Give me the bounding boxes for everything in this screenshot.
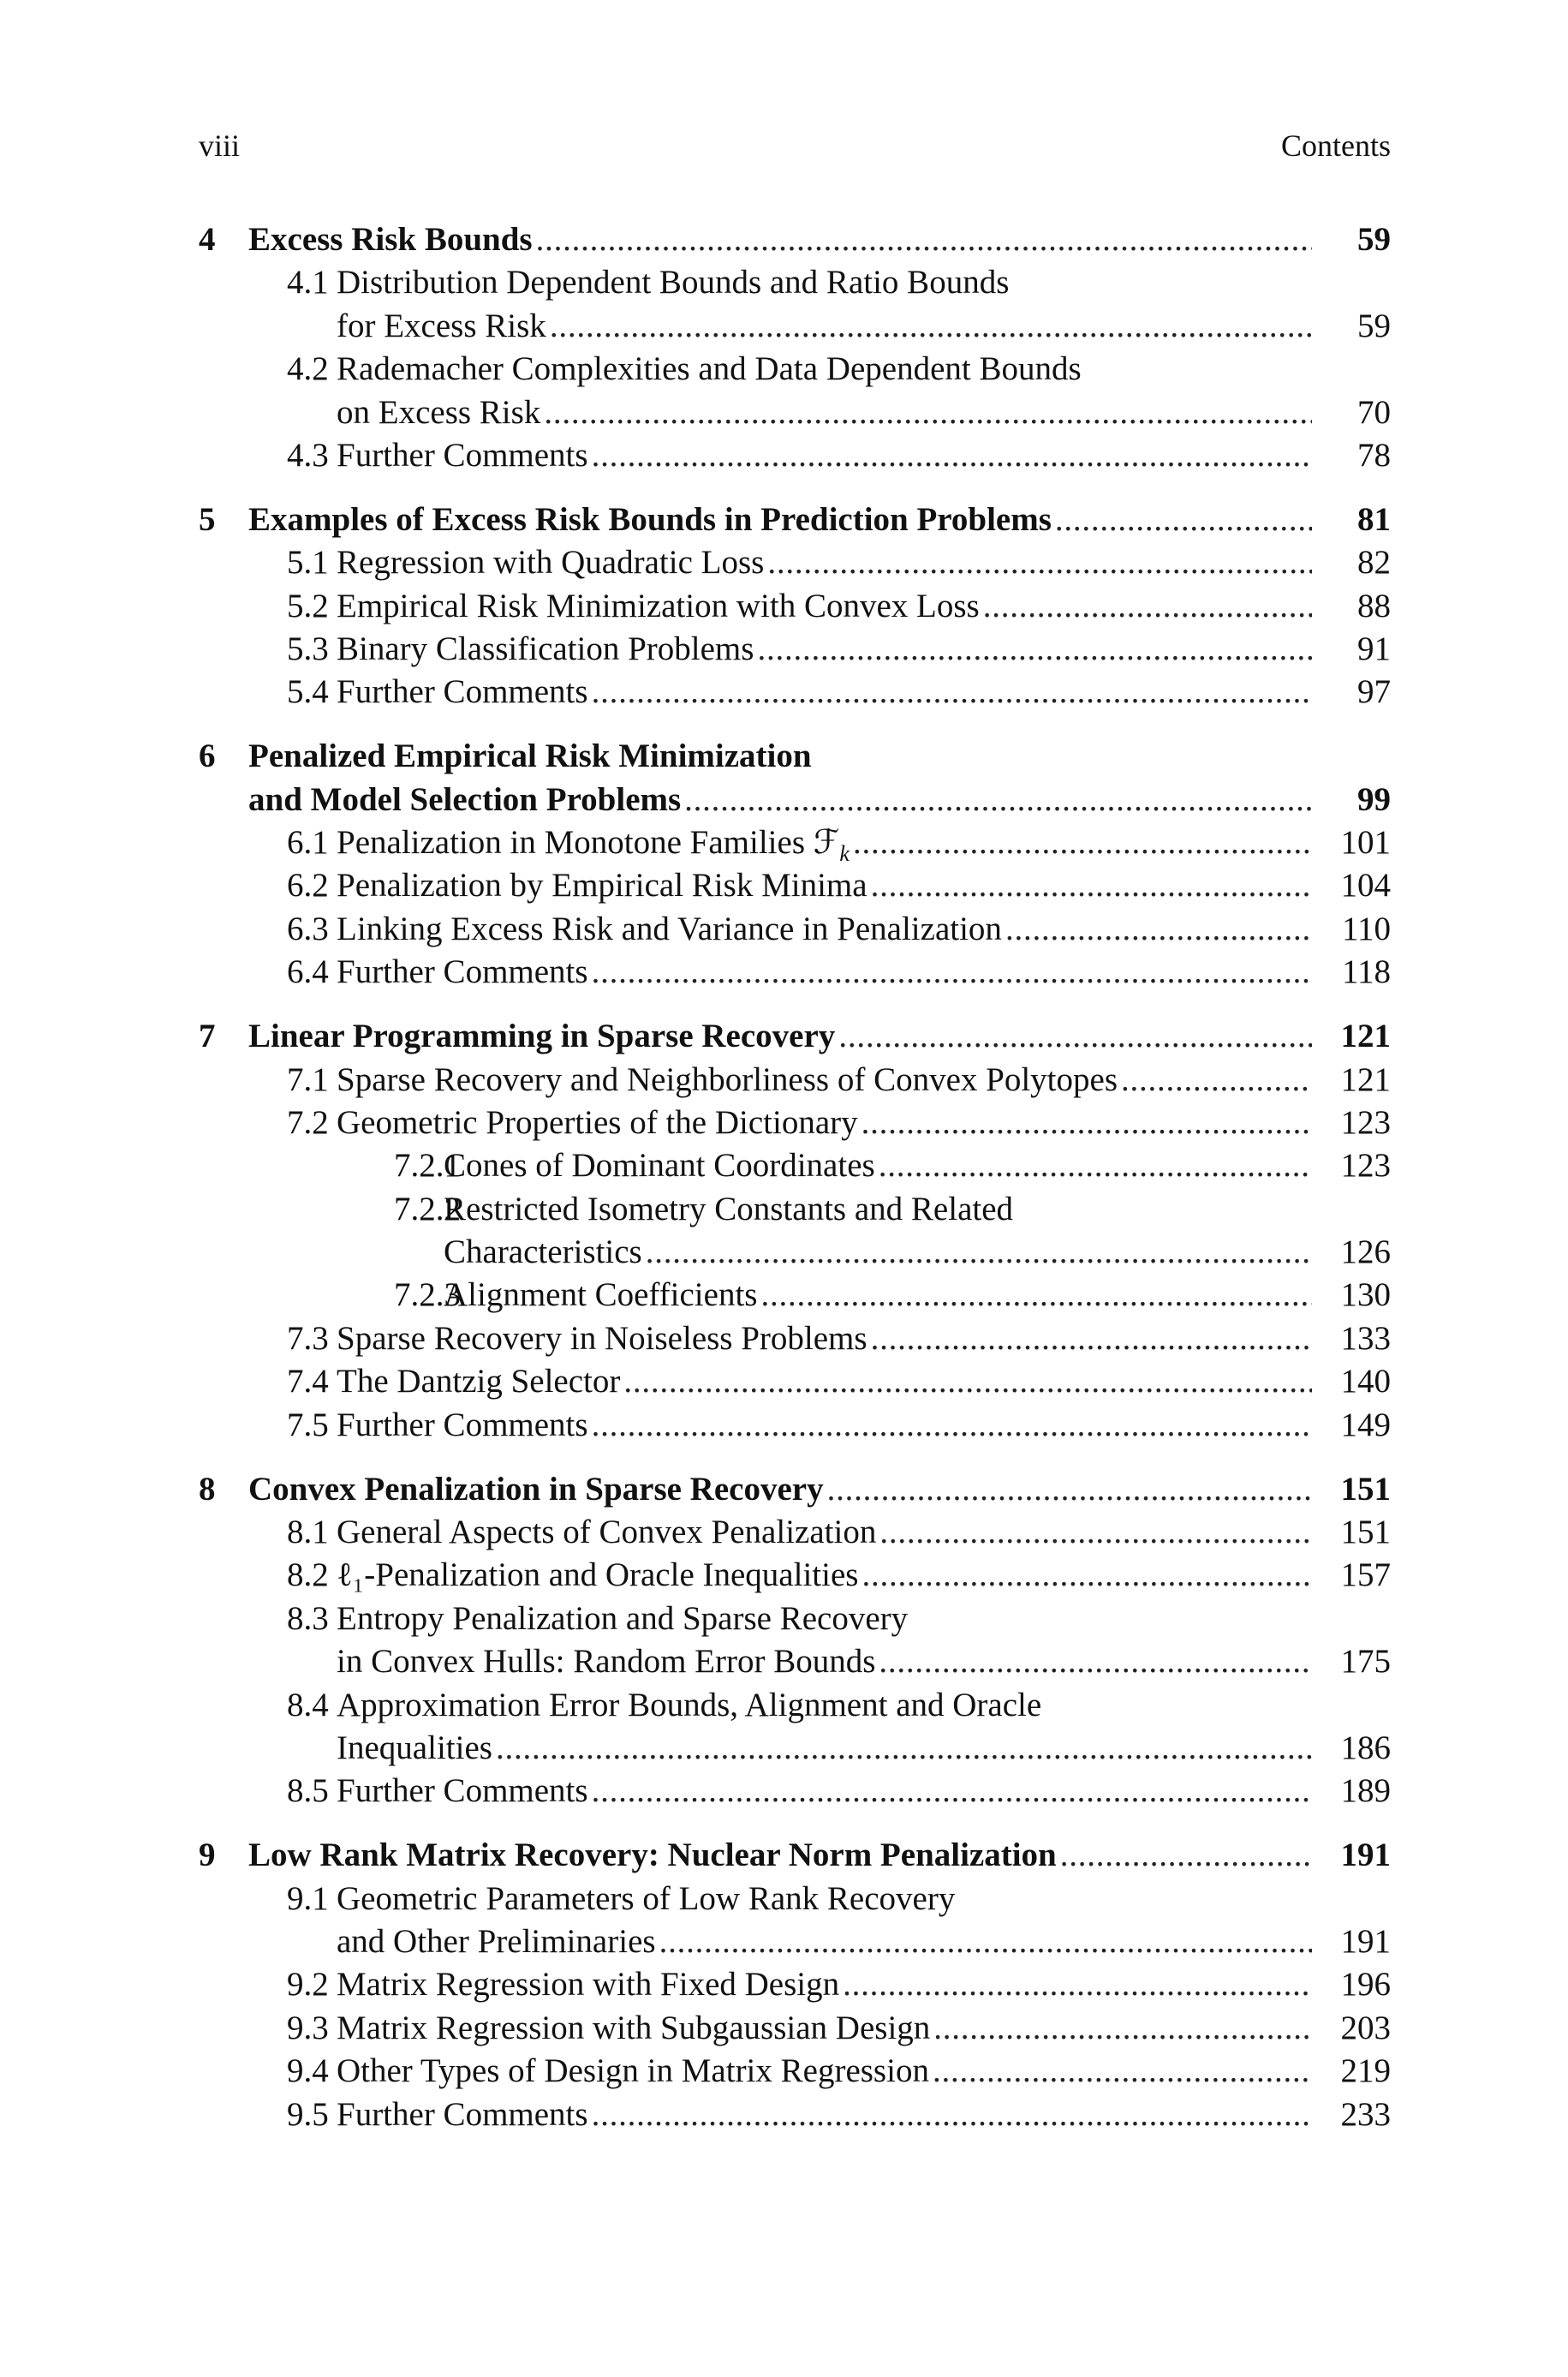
toc-section-row — [199, 671, 1391, 714]
toc-entry-number: 6.2 — [287, 867, 329, 905]
toc-section-row — [199, 821, 1391, 864]
toc-entry-title: Further Comments — [337, 1772, 588, 1810]
toc-entry-title: Geometric Parameters of Low Rank Recovery — [337, 1879, 956, 1917]
toc-entry-title: Inequalities — [337, 1729, 492, 1766]
toc-entry-number: 9.4 — [287, 2052, 329, 2090]
toc-page-number: 130 — [1340, 1276, 1391, 1314]
toc-page-number: 175 — [1340, 1643, 1391, 1681]
toc-section-row — [199, 628, 1391, 671]
toc-entry-title-subscript: k — [839, 840, 850, 866]
toc-subsection-row — [199, 1144, 1391, 1187]
toc-entry-title: Rademacher Complexities and Data Dependent Bounds — [337, 350, 1082, 388]
toc-entry-number: 8.2 — [287, 1556, 329, 1594]
toc-entry-title: General Aspects of Convex Penalization — [337, 1513, 877, 1550]
dot-leader — [983, 585, 1312, 628]
toc-page-number: 126 — [1340, 1233, 1391, 1271]
dot-leader — [684, 779, 1312, 821]
toc-entry-title: Further Comments — [337, 436, 588, 474]
toc-page-number: 118 — [1341, 953, 1391, 991]
toc-entry-number: 5 — [199, 500, 216, 538]
toc-chapter-row — [199, 779, 1391, 821]
toc-entry-number: 5.3 — [287, 630, 329, 668]
toc-entry-number: 7.3 — [287, 1319, 329, 1357]
toc-entry-number: 9.1 — [287, 1879, 329, 1917]
dot-leader — [544, 391, 1312, 434]
dot-leader — [592, 951, 1312, 994]
toc-entry-number: 9.3 — [287, 2009, 329, 2046]
toc-page-number: 151 — [1340, 1513, 1391, 1550]
toc-entry-title: Penalization by Empirical Risk Minima — [337, 867, 867, 905]
toc-page-number: 133 — [1340, 1319, 1391, 1357]
toc-entry-number: 4.3 — [287, 436, 329, 474]
dot-leader — [659, 1920, 1312, 1963]
toc-entry-title: Further Comments — [337, 1406, 588, 1443]
dot-leader — [1055, 499, 1312, 541]
toc-entry-number: 5.1 — [287, 544, 329, 582]
toc-subsection-row — [199, 1231, 1391, 1274]
toc-section-row — [199, 1404, 1391, 1447]
dot-leader — [623, 1360, 1312, 1403]
toc-entry-number: 9.5 — [287, 2095, 329, 2133]
dot-leader — [871, 1317, 1312, 1360]
toc-page-number: 149 — [1340, 1406, 1391, 1443]
toc-entry-number: 7.1 — [287, 1060, 329, 1098]
dot-leader — [757, 628, 1312, 671]
toc-section-row — [199, 541, 1391, 584]
dot-leader — [646, 1231, 1312, 1274]
dot-leader — [871, 864, 1312, 907]
toc-page-number: 104 — [1340, 867, 1391, 905]
toc-page-number: 157 — [1340, 1556, 1391, 1594]
toc-entry-title: Excess Risk Bounds — [248, 221, 533, 258]
toc-section-row — [199, 2007, 1391, 2050]
toc-entry-number: 5.2 — [287, 587, 329, 624]
toc-entry-number: 4.1 — [287, 264, 329, 302]
dot-leader — [592, 671, 1312, 714]
toc-entry-number: 7.2 — [287, 1103, 329, 1141]
toc-page-number: 203 — [1340, 2009, 1391, 2046]
dot-leader — [933, 2007, 1312, 2050]
toc-page-number: 110 — [1341, 910, 1391, 947]
toc-entry-title: and Model Selection Problems — [248, 780, 682, 818]
toc-page-number: 151 — [1340, 1470, 1391, 1508]
toc-entry-title: Further Comments — [337, 953, 588, 991]
toc-entry-number: 7.4 — [287, 1363, 329, 1401]
toc-page-number: 121 — [1340, 1060, 1391, 1098]
toc-page-number: 121 — [1340, 1018, 1391, 1055]
toc-entry-number: 8 — [199, 1470, 216, 1508]
toc-page-number: 233 — [1340, 2095, 1391, 2133]
toc-chapter-row — [199, 218, 1391, 261]
dot-leader — [760, 1274, 1312, 1317]
toc-section-row — [199, 1511, 1391, 1554]
toc-chapter-row — [199, 1834, 1391, 1877]
toc-page-number: 59 — [1357, 221, 1391, 258]
toc-section-row — [199, 1317, 1391, 1360]
toc-section-row — [199, 434, 1391, 477]
toc-entry-number: 7.2.1 — [394, 1147, 461, 1185]
toc-page-number: 59 — [1357, 307, 1391, 344]
toc-page-number: 88 — [1357, 587, 1391, 624]
toc-entry-number: 7.2.3 — [394, 1276, 461, 1314]
toc-entry-title: Further Comments — [337, 673, 588, 711]
dot-leader — [933, 2050, 1312, 2093]
toc-section-row — [199, 1102, 1391, 1144]
toc-entry-number: 5.4 — [287, 673, 329, 711]
toc-section-row — [199, 1554, 1391, 1597]
toc-section-row — [199, 1059, 1391, 1102]
toc-entry-title: Matrix Regression with Subgaussian Design — [337, 2009, 931, 2046]
dot-leader — [838, 1015, 1312, 1058]
toc-entry-title: Other Types of Design in Matrix Regression — [337, 2052, 929, 2090]
toc-section-row — [199, 1640, 1391, 1683]
toc-entry-number: 7.2.2 — [394, 1190, 461, 1227]
toc-entry-title: Characteristics — [444, 1233, 642, 1271]
toc-entry-number: 9 — [199, 1837, 216, 1874]
dot-leader — [879, 1511, 1312, 1554]
toc-entry-title: Restricted Isometry Constants and Related — [444, 1190, 1014, 1227]
toc-section-row — [199, 305, 1391, 348]
toc-subsection-row — [199, 1274, 1391, 1317]
toc-section-row — [199, 391, 1391, 434]
toc-chapter-row — [199, 1468, 1391, 1511]
toc-section-row — [199, 585, 1391, 628]
dot-leader — [862, 1102, 1312, 1144]
toc-entry-title: Distribution Dependent Bounds and Ratio Bounds — [337, 264, 1010, 302]
toc-chapter-row — [199, 735, 1391, 778]
toc-page-number: 219 — [1340, 2052, 1391, 2090]
toc-entry-title: Cones of Dominant Coordinates — [444, 1147, 875, 1185]
dot-leader — [550, 305, 1312, 348]
toc-section-row — [199, 1878, 1391, 1920]
toc-entry-title: on Excess Risk — [337, 393, 541, 431]
toc-entry-number: 6.3 — [287, 910, 329, 947]
dot-leader — [496, 1727, 1312, 1770]
dot-leader — [827, 1468, 1312, 1511]
toc-entry-title: Sparse Recovery and Neighborliness of Convex Polytopes — [337, 1060, 1118, 1098]
toc-section-row — [199, 1727, 1391, 1770]
toc-section-row — [199, 908, 1391, 951]
toc-entry-number: 4 — [199, 221, 216, 258]
toc-entry-title: Penalization in Monotone Families ℱ — [337, 824, 840, 862]
toc-page-number: 191 — [1340, 1837, 1391, 1874]
dot-leader — [843, 1963, 1312, 2006]
toc-entry-title: The Dantzig Selector — [337, 1363, 621, 1401]
toc-section-row — [199, 348, 1391, 391]
toc-entry-title: Regression with Quadratic Loss — [337, 544, 765, 582]
toc-entry-title: for Excess Risk — [337, 307, 546, 344]
toc-page-number: 91 — [1357, 630, 1391, 668]
toc-entry-title: Low Rank Matrix Recovery: Nuclear Norm Penalization — [248, 1837, 1057, 1874]
toc-section-row — [199, 1920, 1391, 1963]
toc-entry-title: Matrix Regression with Fixed Design — [337, 1966, 840, 2004]
toc-entry-title: Entropy Penalization and Sparse Recovery — [337, 1599, 909, 1637]
dot-leader — [592, 2093, 1312, 2136]
dot-leader — [1060, 1834, 1312, 1877]
toc-entry-number: 9.2 — [287, 1966, 329, 2004]
toc-page-number: 191 — [1340, 1922, 1391, 1960]
toc-entry-title: Linear Programming in Sparse Recovery — [248, 1018, 836, 1055]
dot-leader — [592, 434, 1312, 477]
toc-section-row — [199, 2093, 1391, 2136]
toc-entry-title: Binary Classification Problems — [337, 630, 754, 668]
toc-section-row — [199, 1360, 1391, 1403]
toc-entry-title: Geometric Properties of the Dictionary — [337, 1103, 858, 1141]
toc-page-number: 186 — [1340, 1729, 1391, 1766]
dot-leader — [1121, 1059, 1312, 1102]
toc-entry-title: Convex Penalization in Sparse Recovery — [248, 1470, 824, 1508]
toc-page-number: 78 — [1357, 436, 1391, 474]
page-number: viii — [199, 128, 241, 163]
toc-entry-title: Linking Excess Risk and Variance in Penalization — [337, 910, 1002, 947]
toc-page-number: 97 — [1357, 673, 1391, 711]
toc-section-row — [199, 2050, 1391, 2093]
dot-leader — [1005, 908, 1312, 951]
toc-subsection-row — [199, 1188, 1391, 1231]
toc-page-number: 123 — [1340, 1147, 1391, 1185]
toc-page-number: 196 — [1340, 1966, 1391, 2004]
toc-entry-title: Alignment Coefficients — [444, 1276, 758, 1314]
toc-chapter-row — [199, 1015, 1391, 1058]
table-of-contents — [199, 218, 1391, 2136]
toc-entry-number: 8.3 — [287, 1599, 329, 1637]
dot-leader — [879, 1640, 1312, 1683]
toc-entry-number: 6 — [199, 738, 216, 775]
toc-entry-title: and Other Preliminaries — [337, 1922, 656, 1960]
toc-entry-title: ℓ₁-Penalization and Oracle Inequalities — [337, 1556, 859, 1594]
toc-entry-number: 6.4 — [287, 953, 329, 991]
toc-entry-number: 6.1 — [287, 824, 329, 862]
dot-leader — [592, 1770, 1312, 1813]
toc-chapter-row — [199, 499, 1391, 541]
toc-section-row — [199, 1598, 1391, 1640]
toc-entry-number: 8.5 — [287, 1772, 329, 1810]
toc-page-number: 99 — [1357, 780, 1391, 818]
toc-section-row — [199, 1684, 1391, 1727]
toc-entry-number: 7.5 — [287, 1406, 329, 1443]
toc-entry-title: Examples of Excess Risk Bounds in Prediction Problems — [248, 500, 1052, 538]
toc-entry-title: Empirical Risk Minimization with Convex Loss — [337, 587, 980, 624]
toc-page-number: 101 — [1340, 824, 1391, 862]
toc-page-number: 123 — [1340, 1103, 1391, 1141]
toc-page-number: 70 — [1357, 393, 1391, 431]
toc-entry-number: 7 — [199, 1018, 216, 1055]
toc-section-row — [199, 864, 1391, 907]
toc-entry-number: 8.1 — [287, 1513, 329, 1550]
toc-entry-number: 8.4 — [287, 1686, 329, 1723]
running-title: Contents — [1280, 128, 1391, 163]
toc-entry-title: in Convex Hulls: Random Error Bounds — [337, 1643, 876, 1681]
toc-entry-number: 4.2 — [287, 350, 329, 388]
dot-leader — [879, 1144, 1312, 1187]
toc-page-number: 140 — [1340, 1363, 1391, 1401]
dot-leader — [536, 218, 1312, 261]
dot-leader — [592, 1404, 1312, 1447]
dot-leader — [862, 1554, 1312, 1597]
dot-leader — [767, 541, 1312, 584]
toc-section-row — [199, 1770, 1391, 1813]
toc-entry-title: Penalized Empirical Risk Minimization — [248, 738, 812, 775]
toc-entry-title: Approximation Error Bounds, Alignment and Oracle — [337, 1686, 1042, 1723]
toc-section-row — [199, 951, 1391, 994]
toc-section-row — [199, 1963, 1391, 2006]
toc-entry-title: Sparse Recovery in Noiseless Problems — [337, 1319, 867, 1357]
toc-page-number: 81 — [1357, 500, 1391, 538]
toc-page-number: 189 — [1340, 1772, 1391, 1810]
toc-entry-title: Further Comments — [337, 2095, 588, 2133]
toc-page-number: 82 — [1357, 544, 1391, 582]
toc-section-row — [199, 261, 1391, 304]
